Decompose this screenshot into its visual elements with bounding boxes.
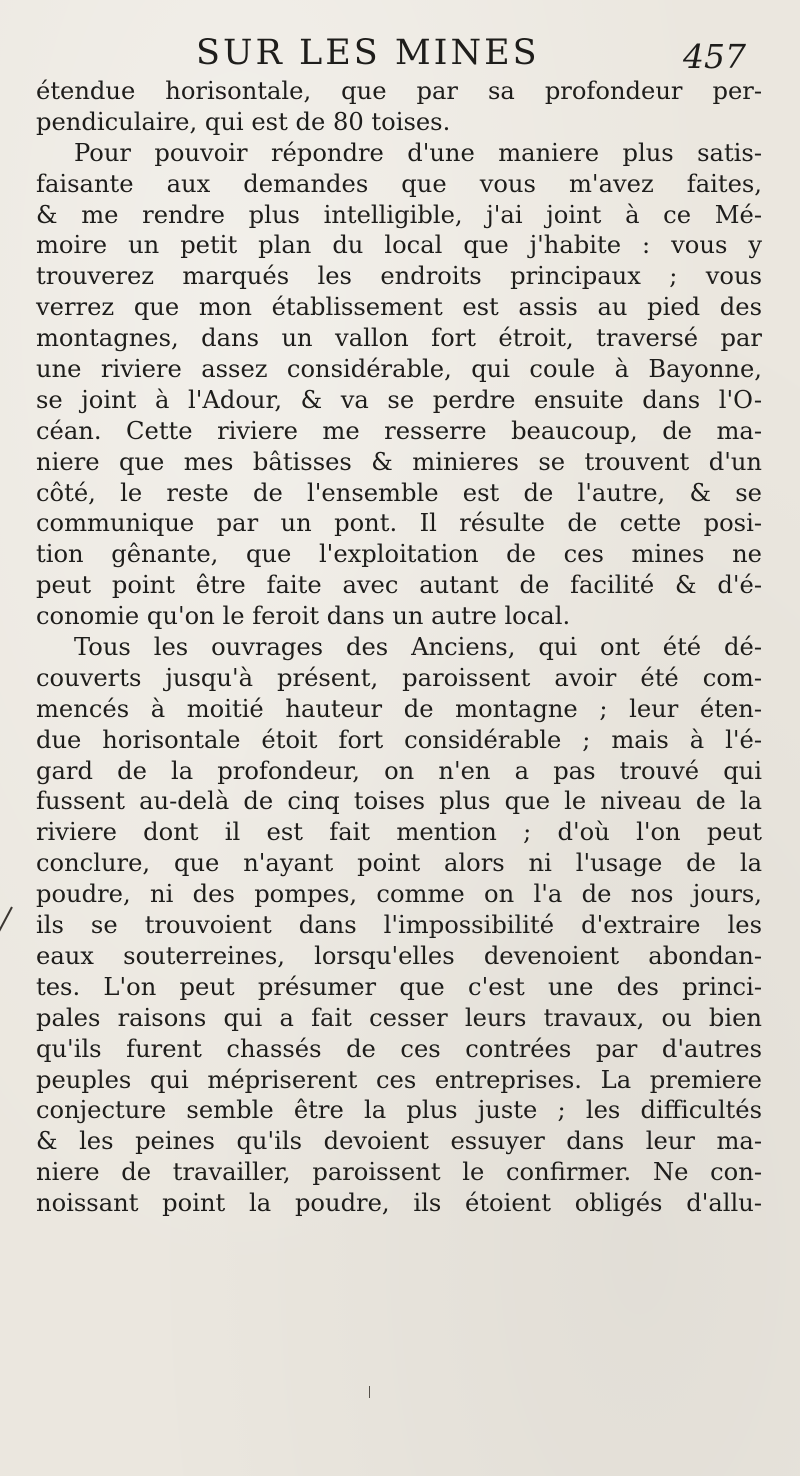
ink-mark bbox=[369, 1386, 370, 1398]
text-line: communique par un pont. Il résulte de cette posi- bbox=[36, 509, 762, 538]
margin-stroke bbox=[0, 907, 13, 938]
text-line: pendiculaire, qui est de 80 toises. bbox=[36, 107, 451, 136]
text-line: conclure, que n'ayant point alors ni l'usage de la bbox=[36, 849, 762, 878]
text-line: due horisontale étoit fort considérable ; mais à l'é- bbox=[36, 725, 762, 754]
text-line: céan. Cette riviere me resserre beaucoup, de ma- bbox=[36, 416, 762, 445]
text-line: Pour pouvoir répondre d'une maniere plus satis- bbox=[74, 138, 762, 167]
text-line: se joint à l'Adour, & va se perdre ensuite dans l'O- bbox=[36, 385, 762, 414]
body-text bbox=[36, 76, 762, 1219]
text-line: peut point être faite avec autant de facilité & d'é- bbox=[36, 571, 762, 600]
text-line: couverts jusqu'à présent, paroissent avoir été com- bbox=[36, 663, 762, 692]
text-line: faisante aux demandes que vous m'avez faites, bbox=[36, 169, 762, 198]
text-line: peuples qui mépriserent ces entreprises. La premiere bbox=[36, 1065, 762, 1094]
text-line: niere de travailler, paroissent le confirmer. Ne con- bbox=[36, 1158, 762, 1187]
text-line: niere que mes bâtisses & minieres se trouvent d'un bbox=[36, 447, 762, 476]
text-line: côté, le reste de l'ensemble est de l'autre, & se bbox=[36, 478, 762, 507]
text-line: & les peines qu'ils devoient essuyer dans leur ma- bbox=[36, 1127, 762, 1156]
text-line: Tous les ouvrages des Anciens, qui ont été dé- bbox=[74, 633, 762, 662]
text-line: conjecture semble être la plus juste ; les difficultés bbox=[36, 1096, 762, 1125]
text-line: tes. L'on peut présumer que c'est une des princi- bbox=[36, 972, 762, 1001]
running-head bbox=[0, 28, 800, 82]
text-line: mencés à moitié hauteur de montagne ; leur éten- bbox=[36, 694, 762, 723]
text-line: gard de la profondeur, on n'en a pas trouvé qui bbox=[36, 756, 762, 785]
text-line: fussent au-delà de cinq toises plus que le niveau de la bbox=[36, 787, 762, 816]
text-line: & me rendre plus intelligible, j'ai joint à ce Mé- bbox=[36, 200, 762, 229]
text-line: moire un petit plan du local que j'habite : vous y bbox=[36, 231, 762, 260]
text-line: une riviere assez considérable, qui coule à Bayonne, bbox=[36, 355, 762, 384]
text-line: verrez que mon établissement est assis au pied des bbox=[36, 293, 762, 322]
text-line: qu'ils furent chassés de ces contrées par d'autres bbox=[36, 1034, 762, 1063]
text-line: étendue horisontale, que par sa profondeur per- bbox=[36, 77, 762, 105]
text-line: eaux souterreines, lorsqu'elles devenoient abondan- bbox=[36, 941, 762, 970]
text-line: montagnes, dans un vallon fort étroit, traversé par bbox=[36, 324, 762, 353]
text-line: pales raisons qui a fait cesser leurs travaux, ou bien bbox=[36, 1003, 762, 1032]
page-number: 457 bbox=[683, 37, 746, 76]
text-line: noissant point la poudre, ils étoient obligés d'allu- bbox=[36, 1189, 762, 1218]
text-line: riviere dont il est fait mention ; d'où l'on peut bbox=[36, 818, 762, 847]
text-line: conomie qu'on le feroit dans un autre local. bbox=[36, 602, 571, 631]
text-line: ils se trouvoient dans l'impossibilité d'extraire les bbox=[36, 911, 762, 940]
text-line: trouverez marqués les endroits principaux ; vous bbox=[36, 262, 762, 291]
running-title: SUR LES MINES bbox=[196, 33, 540, 73]
text-line: poudre, ni des pompes, comme on l'a de nos jours, bbox=[36, 880, 762, 909]
text-line: tion gênante, que l'exploitation de ces mines ne bbox=[36, 540, 762, 569]
